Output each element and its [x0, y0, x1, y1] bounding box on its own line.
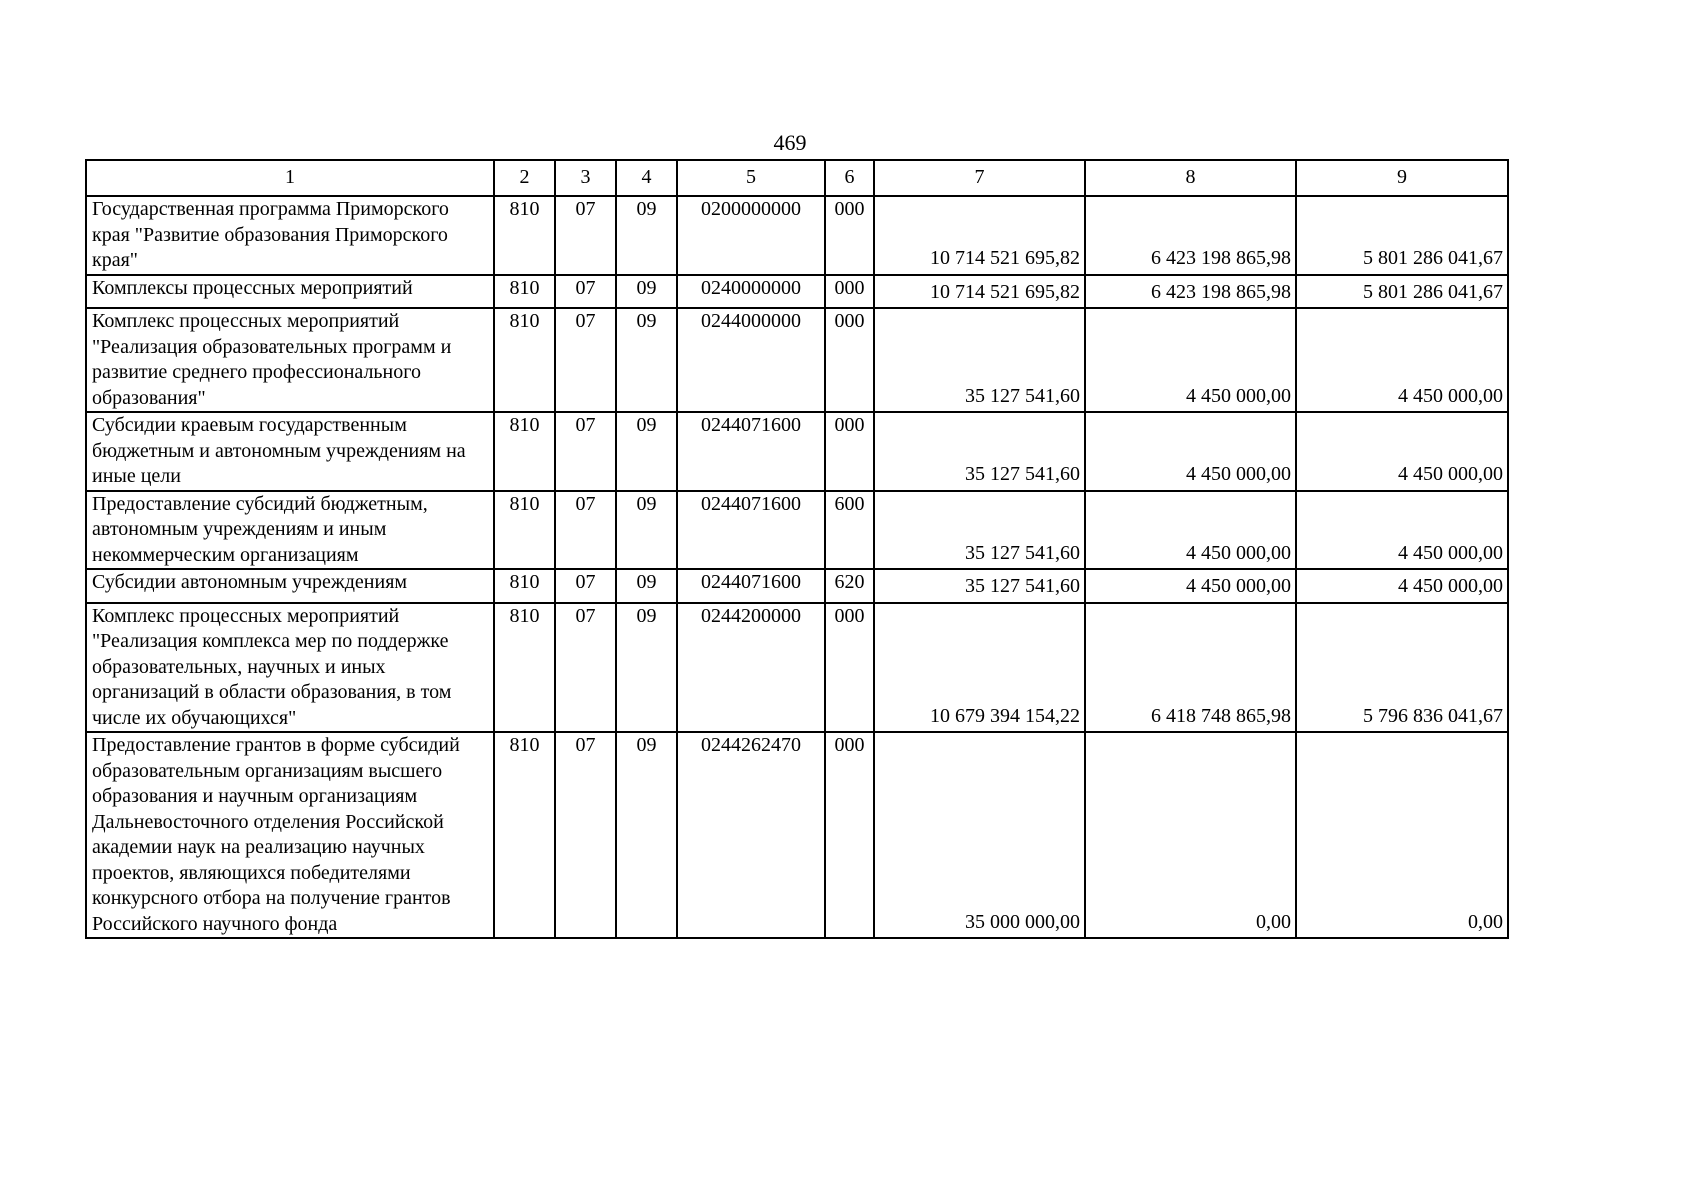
budget-table — [85, 159, 1509, 939]
amount-col-7: 35 127 541,60 — [874, 491, 1085, 570]
code-col-4: 09 — [616, 569, 677, 603]
amount-col-7: 10 714 521 695,82 — [874, 275, 1085, 309]
code-col-2: 810 — [494, 275, 555, 309]
table-row — [86, 308, 1508, 412]
amount-col-9: 5 801 286 041,67 — [1296, 275, 1508, 309]
amount-col-7: 10 679 394 154,22 — [874, 603, 1085, 733]
code-col-5: 0200000000 — [677, 196, 825, 275]
amount-col-9: 4 450 000,00 — [1296, 569, 1508, 603]
code-col-6: 000 — [825, 196, 874, 275]
amount-col-7: 35 000 000,00 — [874, 732, 1085, 938]
amount-col-8: 4 450 000,00 — [1085, 569, 1296, 603]
code-col-5: 0244071600 — [677, 412, 825, 491]
row-name: Комплекс процессных мероприятий "Реализация комплекса мер по поддержке образовательных, научных и иных организаций в области образования, в том числе их обучающихся" — [86, 603, 494, 733]
code-col-3: 07 — [555, 196, 616, 275]
code-col-6: 600 — [825, 491, 874, 570]
amount-col-9: 0,00 — [1296, 732, 1508, 938]
amount-col-9: 4 450 000,00 — [1296, 308, 1508, 412]
code-col-3: 07 — [555, 732, 616, 938]
code-col-6: 620 — [825, 569, 874, 603]
code-col-6: 000 — [825, 603, 874, 733]
column-header-3: 3 — [555, 160, 616, 196]
amount-col-9: 4 450 000,00 — [1296, 412, 1508, 491]
amount-col-8: 4 450 000,00 — [1085, 412, 1296, 491]
page-number: 469 — [773, 130, 807, 155]
code-col-3: 07 — [555, 412, 616, 491]
amount-col-7: 35 127 541,60 — [874, 569, 1085, 603]
amount-col-9: 4 450 000,00 — [1296, 491, 1508, 570]
amount-col-7: 10 714 521 695,82 — [874, 196, 1085, 275]
table-row — [86, 569, 1508, 603]
code-col-2: 810 — [494, 308, 555, 412]
code-col-3: 07 — [555, 569, 616, 603]
code-col-5: 0244262470 — [677, 732, 825, 938]
amount-col-7: 35 127 541,60 — [874, 412, 1085, 491]
code-col-4: 09 — [616, 308, 677, 412]
amount-col-8: 6 423 198 865,98 — [1085, 275, 1296, 309]
column-header-9: 9 — [1296, 160, 1508, 196]
amount-col-8: 4 450 000,00 — [1085, 308, 1296, 412]
header-row — [86, 160, 1508, 196]
code-col-3: 07 — [555, 275, 616, 309]
code-col-2: 810 — [494, 732, 555, 938]
code-col-4: 09 — [616, 732, 677, 938]
amount-col-8: 4 450 000,00 — [1085, 491, 1296, 570]
code-col-2: 810 — [494, 569, 555, 603]
code-col-4: 09 — [616, 491, 677, 570]
code-col-2: 810 — [494, 196, 555, 275]
row-name: Субсидии краевым государственным бюджетным и автономным учреждениям на иные цели — [86, 412, 494, 491]
row-name: Комплекс процессных мероприятий "Реализация образовательных программ и развитие среднего профессионального образования" — [86, 308, 494, 412]
column-header-2: 2 — [494, 160, 555, 196]
amount-col-8: 0,00 — [1085, 732, 1296, 938]
code-col-6: 000 — [825, 275, 874, 309]
column-header-6: 6 — [825, 160, 874, 196]
amount-col-8: 6 423 198 865,98 — [1085, 196, 1296, 275]
code-col-4: 09 — [616, 603, 677, 733]
row-name: Предоставление субсидий бюджетным, автономным учреждениям и иным некоммерческим организациям — [86, 491, 494, 570]
code-col-2: 810 — [494, 412, 555, 491]
row-name: Государственная программа Приморского края "Развитие образования Приморского края" — [86, 196, 494, 275]
code-col-2: 810 — [494, 603, 555, 733]
code-col-5: 0244071600 — [677, 491, 825, 570]
column-header-1: 1 — [86, 160, 494, 196]
code-col-4: 09 — [616, 275, 677, 309]
amount-col-9: 5 796 836 041,67 — [1296, 603, 1508, 733]
code-col-3: 07 — [555, 308, 616, 412]
row-name: Субсидии автономным учреждениям — [86, 569, 494, 603]
code-col-6: 000 — [825, 732, 874, 938]
column-header-7: 7 — [874, 160, 1085, 196]
code-col-4: 09 — [616, 196, 677, 275]
code-col-6: 000 — [825, 308, 874, 412]
amount-col-9: 5 801 286 041,67 — [1296, 196, 1508, 275]
column-header-5: 5 — [677, 160, 825, 196]
table-row — [86, 491, 1508, 570]
amount-col-7: 35 127 541,60 — [874, 308, 1085, 412]
column-header-4: 4 — [616, 160, 677, 196]
amount-col-8: 6 418 748 865,98 — [1085, 603, 1296, 733]
row-name: Предоставление грантов в форме субсидий образовательным организациям высшего образования и научным организациям Дальневосточного отделения Российской академии наук на реализацию научных проектов, являющихся победителями конкурсного отбора на получение грантов Российского научного фонда — [86, 732, 494, 938]
table-row — [86, 603, 1508, 733]
table-row — [86, 196, 1508, 275]
code-col-5: 0244000000 — [677, 308, 825, 412]
code-col-5: 0244071600 — [677, 569, 825, 603]
code-col-2: 810 — [494, 491, 555, 570]
table-row — [86, 275, 1508, 309]
row-name: Комплексы процессных мероприятий — [86, 275, 494, 309]
code-col-3: 07 — [555, 491, 616, 570]
table-row — [86, 732, 1508, 938]
code-col-6: 000 — [825, 412, 874, 491]
code-col-5: 0240000000 — [677, 275, 825, 309]
table-row — [86, 412, 1508, 491]
code-col-3: 07 — [555, 603, 616, 733]
code-col-4: 09 — [616, 412, 677, 491]
code-col-5: 0244200000 — [677, 603, 825, 733]
column-header-8: 8 — [1085, 160, 1296, 196]
